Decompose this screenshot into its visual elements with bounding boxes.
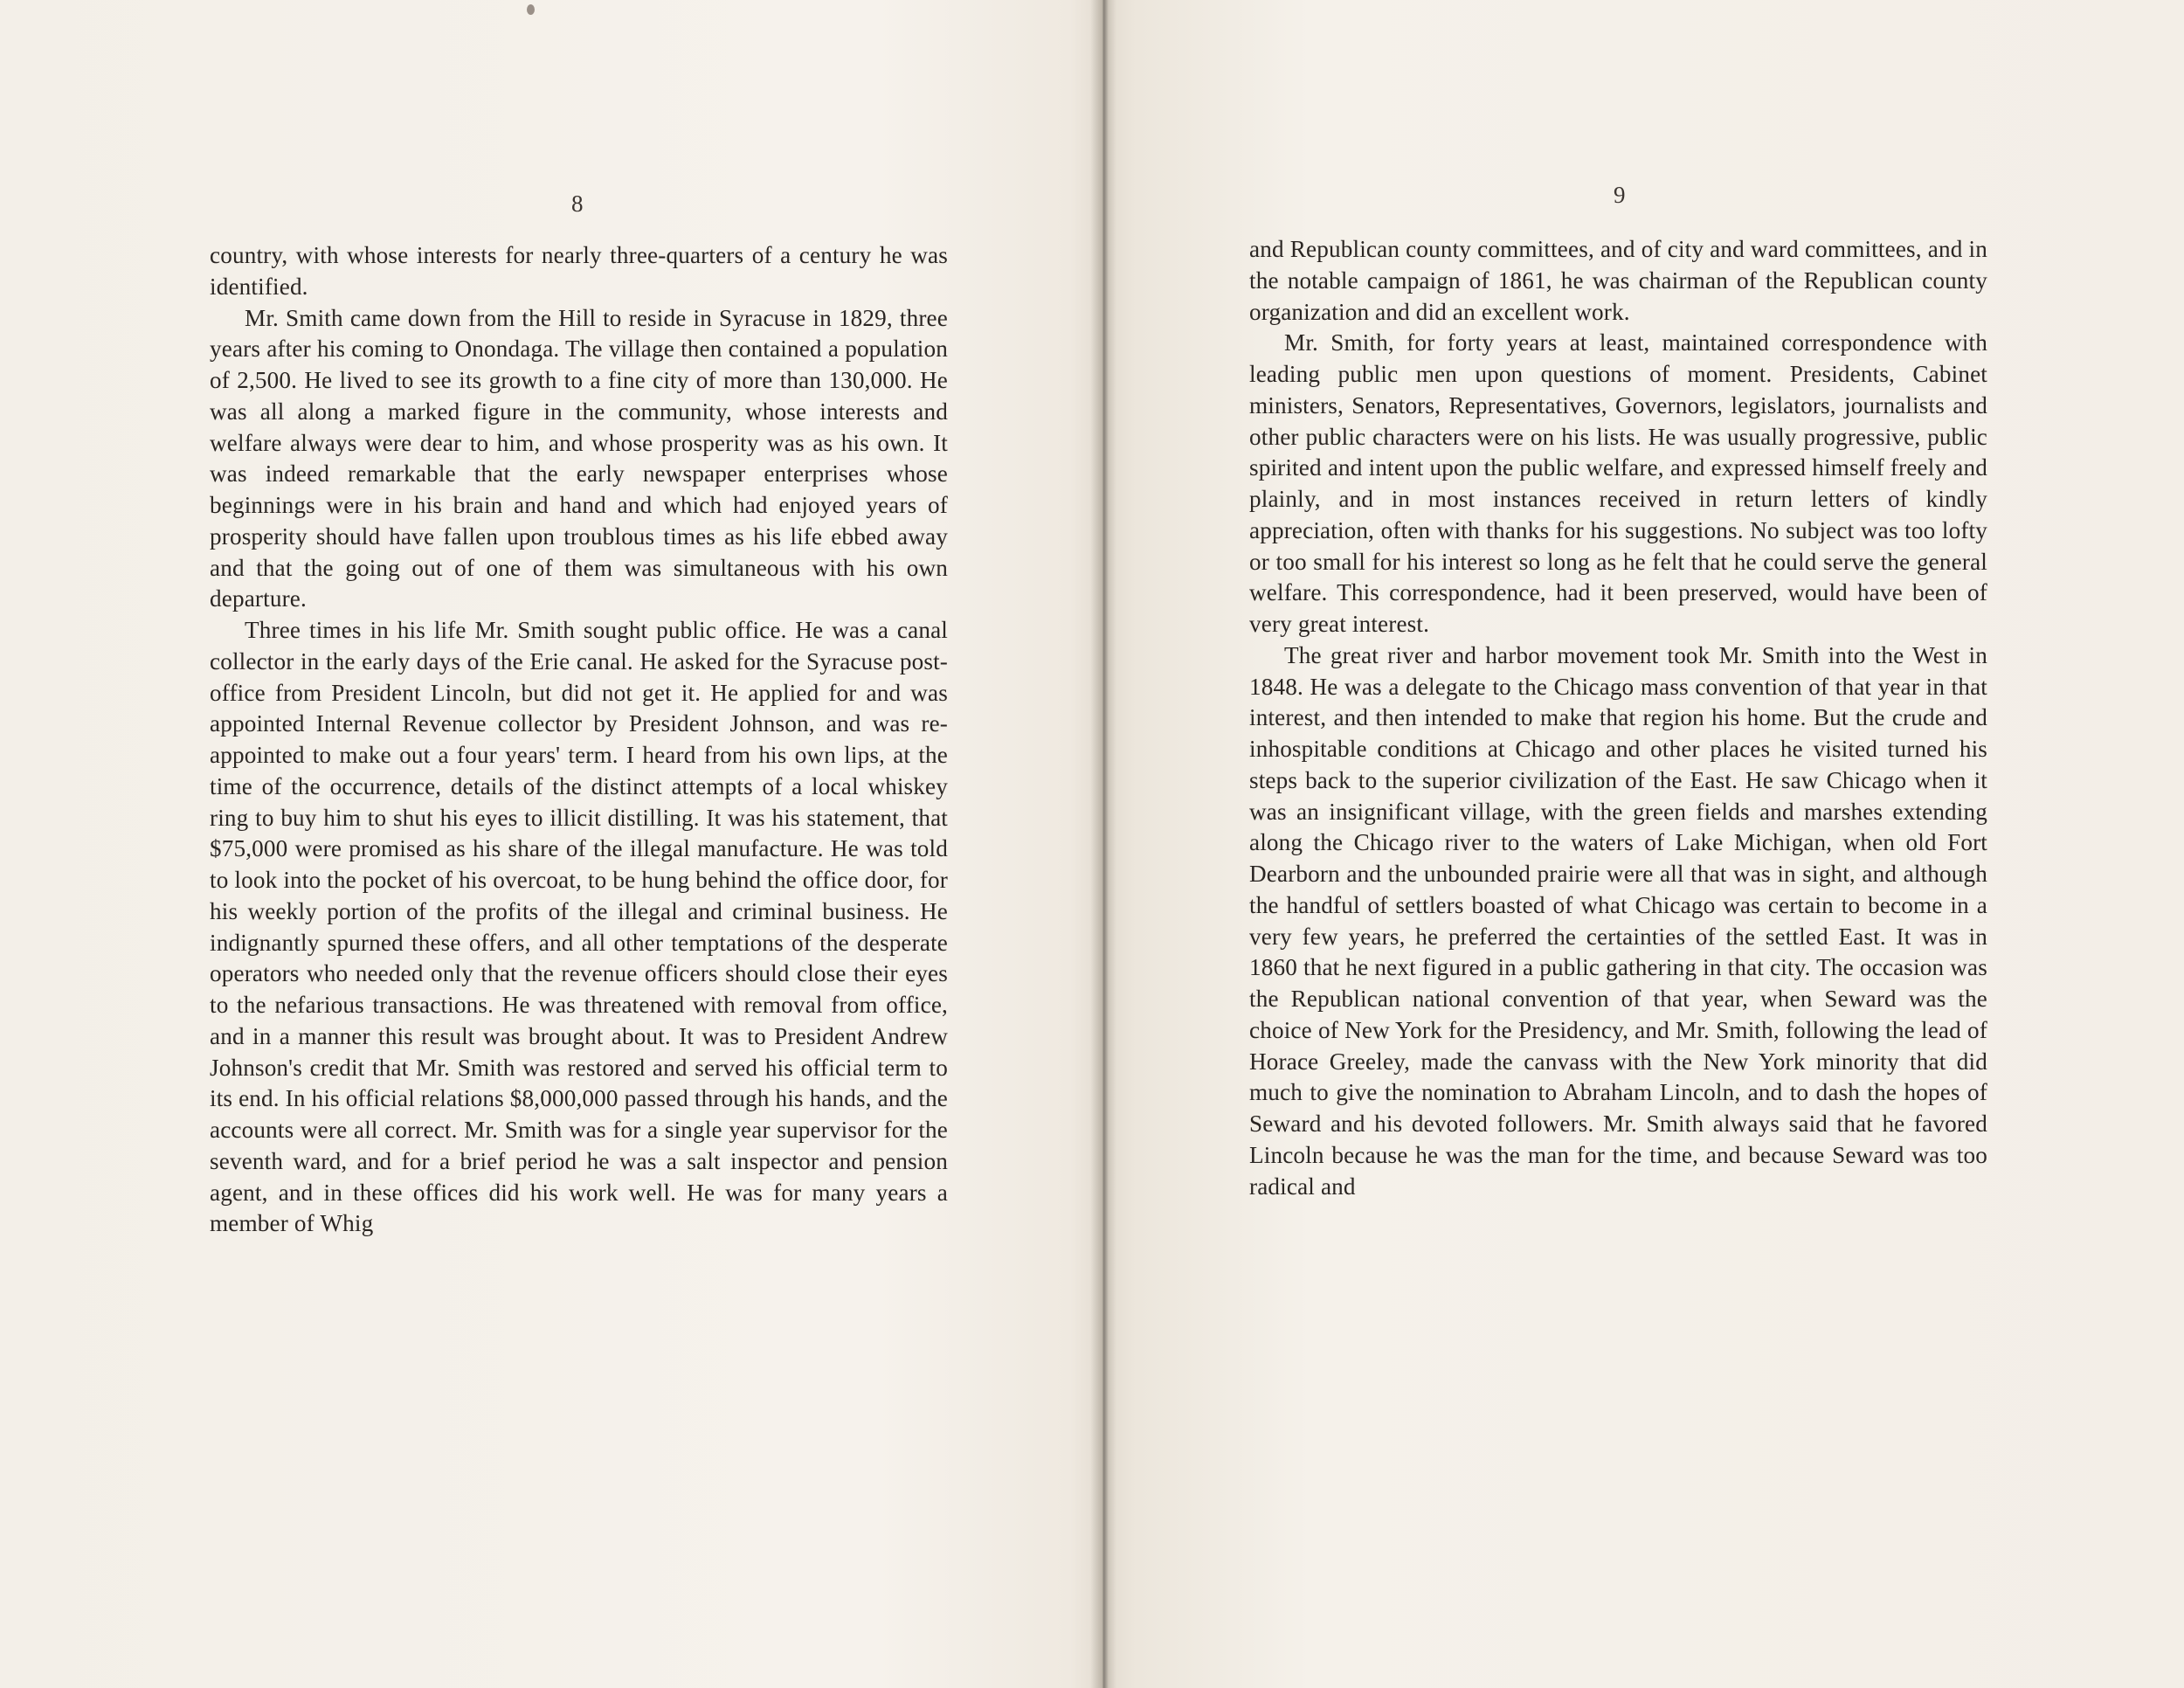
paragraph: The great river and harbor movement took Mr. Smith into the West in 1848. He was a delegate to the Chicago mass convention of that year in that interest, and then intended to make that region his home. But the crude and inhospitable conditions at Chicago and other places he visited turned his steps back to the superior civilization of the East. He saw Chicago when it was an insignificant village, with the green fields and marshes extending along the Chicago river to the waters of Lake Michigan, when old Fort Dearborn and the unbounded prairie were all that was in sight, and although the handful of settlers boasted of what Chicago was certain to become in a very few years, he preferred the certainties of the settled East. It was in 1860 that he next figured in a public gathering in that city. The occasion was the Republican national convention of that year, when Seward was the choice of New York for the Presidency, and Mr. Smith, following the lead of Horace Greeley, made the canvass with the New York minority that did much to give the nomination to Abraham Lincoln, and to dash the hopes of Seward and his devoted followers. Mr. Smith always said that he favored Lincoln because he was the man for the time, and because Seward was too radical and [1249, 641, 1987, 1200]
paragraph: country, with whose interests for nearly three-quarters of a century he was identified. [210, 242, 948, 300]
paragraph: Mr. Smith, for forty years at least, maintained correspondence with leading public men upon questions of moment. Presidents, Cabinet ministers, Senators, Representatives, Governors, legislators, journalists and other public characters were on his lists. He was usually progressive, public spirited and intent upon the public welfare, and expressed himself freely and plainly, and in most instances received in return letters of kindly appreciation, often with thanks for his suggestions. No subject was too lofty or too small for his interest so long as he felt that he could serve the general welfare. This correspondence, had it been preserved, would have been of very great interest. [1249, 329, 1987, 637]
paragraph: Three times in his life Mr. Smith sought public office. He was a canal collector in the early days of the Erie canal. He asked for the Syracuse post-office from President Lincoln, but did not get it. He applied for and was appointed Internal Revenue collector by President Johnson, and was re-appointed to make out a four years' term. I heard from his own lips, at the time of the occurrence, details of the distinct attempts of a local whiskey ring to buy him to shut his eyes to illicit distilling. It was his statement, that $75,000 were promised as his share of the illegal manufacture. He was told to look into the pocket of his overcoat, to be hung behind the office door, for his weekly portion of the profits of the illegal and criminal business. He indignantly spurned these offers, and all other temptations of the desperate operators who needed only that the revenue officers should close their eyes to the nefarious transactions. He was threatened with removal from office, and in a manner this result was brought about. It was to President Andrew Johnson's credit that Mr. Smith was restored and served his official term to its end. In his official relations $8,000,000 passed through his hands, and the accounts were all correct. Mr. Smith was for a single year supervisor for the seventh ward, and for a brief period he was a salt inspector and pension agent, and in these offices did his work well. He was for many years a member of Whig [210, 617, 948, 1237]
page-text [1249, 234, 1987, 1202]
page-text [210, 240, 948, 1240]
paragraph: Mr. Smith came down from the Hill to reside in Syracuse in 1829, three years after his coming to Onondaga. The village then contained a population of 2,500. He lived to see its growth to a fine city of more than 130,000. He was all along a marked figure in the community, whose interests and welfare always were dear to him, and whose prosperity was as his own. It was indeed remarkable that the early newspaper enterprises whose beginnings were in his brain and hand and which had enjoyed years of prosperity should have fallen upon troublous times as his life ebbed away and that the going out of one of them was simultaneous with his own departure. [210, 304, 948, 612]
paragraph: and Republican county committees, and of city and ward committees, and in the notable campaign of 1861, he was chairman of the Republican county organization and did an excellent work. [1249, 236, 1987, 325]
page-number: 9 [1614, 182, 1626, 208]
page-number: 8 [571, 190, 584, 217]
right-page [1102, 0, 2184, 1688]
